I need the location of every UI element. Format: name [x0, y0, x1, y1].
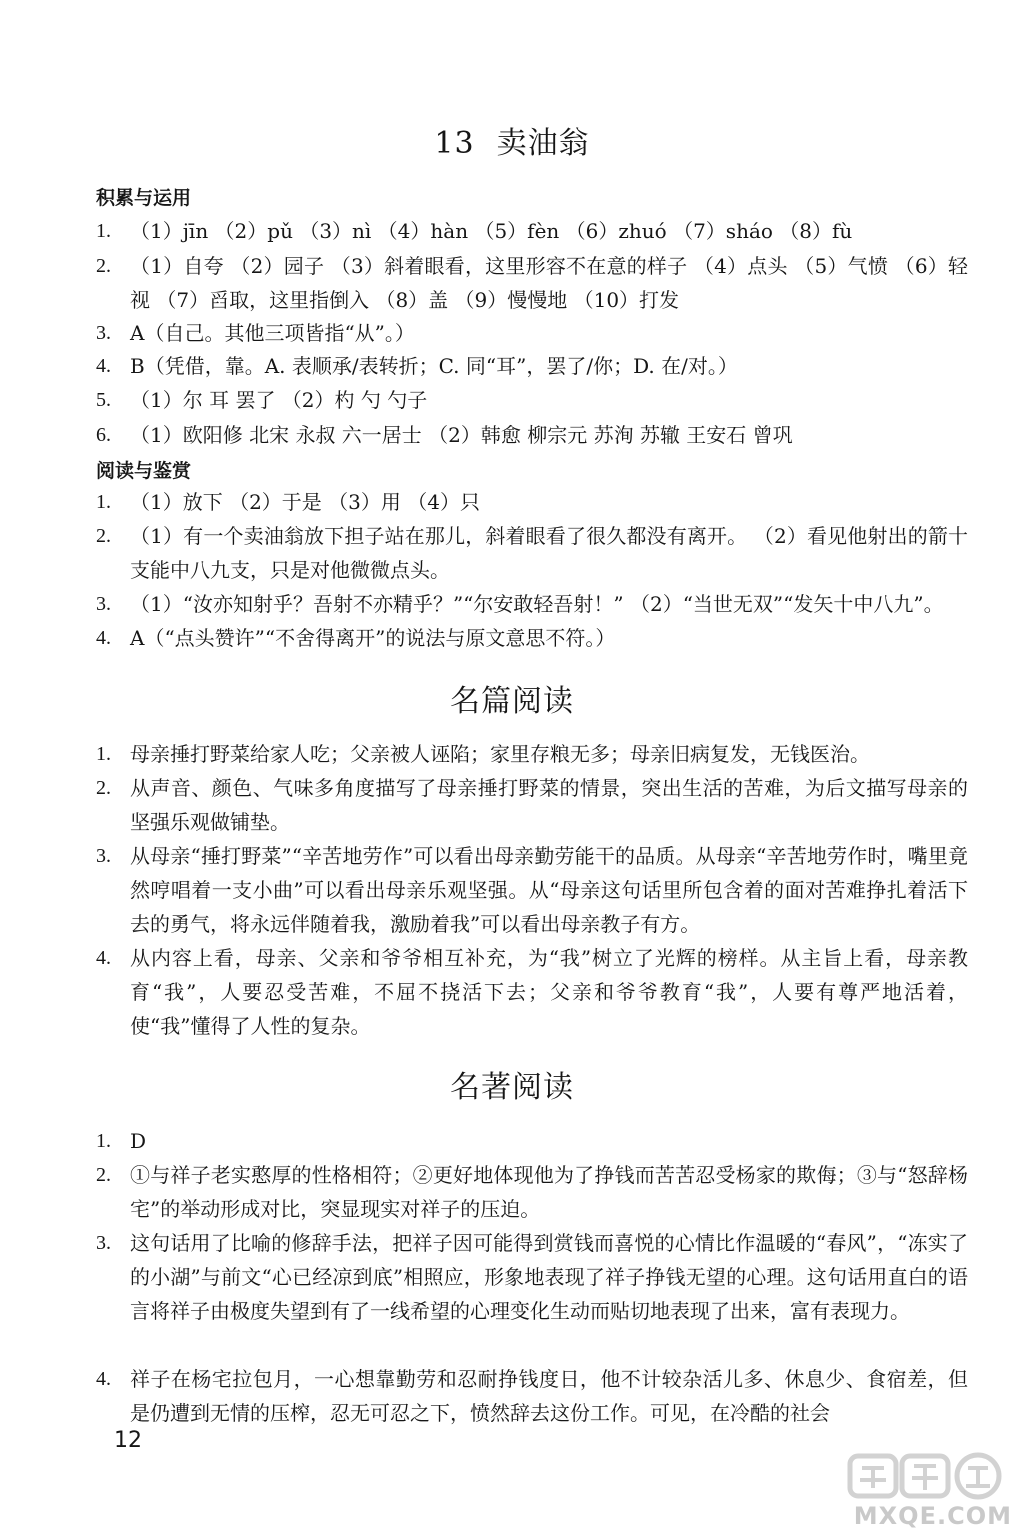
list-item: 3. （1）“汝亦知射乎？吾射不亦精乎？”“尔安敢轻吾射！” （2）“当世无双”“发矢十中八九”。 — [96, 592, 944, 616]
list-item: 5. （1）尔 耳 罢了 （2）杓 勺 勺子 — [96, 388, 428, 412]
page-number: 12 — [114, 1428, 142, 1453]
watermark — [836, 1450, 1012, 1530]
section-title-classic-works: 名著阅读 — [450, 1070, 574, 1105]
list-item: 2. （1）有一个卖油翁放下担子站在那儿，斜着眼看了很久都没有离开。 （2）看见他射出的箭十支能中八九支，只是对他微微点头。 — [96, 524, 968, 582]
list-item: 4. A（“点头赞许”“不舍得离开”的说法与原文意思不符。） — [96, 626, 616, 650]
list-item: 4. 祥子在杨宅拉包月，一心想靠勤劳和忍耐挣钱度日，他不计较杂活儿多、休息少、食宿差，但是仍遭到无情的压榨，忍无可忍之下，愤然辞去这份工作。可见，在冷酷的社会 — [96, 1367, 968, 1425]
section-heading-reading: 阅读与鉴赏 — [96, 460, 192, 482]
lesson-title: 13 卖油翁 — [434, 126, 590, 161]
list-item: 2. 从声音、颜色、气味多角度描写了母亲捶打野菜的情景，突出生活的苦难，为后文描写母亲的坚强乐观做铺垫。 — [96, 776, 968, 834]
list-item: 2. （1）自夸 （2）园子 （3）斜着眼看，这里形容不在意的样子 （4）点头 （5）气愤 （6）轻视 （7）舀取，这里指倒入 （8）盖 （9）慢慢地 （10）打发 — [96, 254, 968, 312]
list-item: 1. D — [96, 1129, 147, 1153]
list-item: 1. （1）jīn （2）pǔ （3）nì （4）hàn （5）fèn （6）zhuó （7）sháo （8）fù — [96, 219, 853, 243]
list-item: 6. （1）欧阳修 北宋 永叔 六一居士 （2）韩愈 柳宗元 苏洵 苏辙 王安石 曾巩 — [96, 423, 793, 447]
watermark-logo-icon — [836, 1450, 1012, 1502]
list-item: 4. 从内容上看，母亲、父亲和爷爷相互补充，为“我”树立了光辉的榜样。从主旨上看，母亲教育“我”，人要忍受苦难，不屈不挠活下去；父亲和爷爷教育“我”，人要有尊严地活着，使“我”懂得了人性的复杂。 — [96, 946, 968, 1038]
list-item: 1. （1）放下 （2）于是 （3）用 （4）只 — [96, 490, 480, 514]
section-title-famous-essays: 名篇阅读 — [450, 684, 574, 719]
list-item: 1. 母亲捶打野菜给家人吃；父亲被人诬陷；家里存粮无多；母亲旧病复发，无钱医治。 — [96, 742, 870, 766]
list-item: 3. A（自己。其他三项皆指“从”。） — [96, 321, 415, 345]
section-heading-accumulate: 积累与运用 — [96, 187, 192, 209]
list-item: 4. B（凭借，靠。A. 表顺承/表转折；C. 同“耳”，罢了/你；D. 在/对。） — [96, 354, 738, 378]
list-item: 2. ①与祥子老实憨厚的性格相符；②更好地体现他为了挣钱而苦苦忍受杨家的欺侮；③与“怒辞杨宅”的举动形成对比，突显现实对祥子的压迫。 — [96, 1163, 968, 1221]
list-item: 3. 这句话用了比喻的修辞手法，把祥子因可能得到赏钱而喜悦的心情比作温暖的“春风”，“冻实了的小湖”与前文“心已经凉到底”相照应，形象地表现了祥子挣钱无望的心理。这句话用直白的语言将祥子由极度失望到有了一线希望的心理变化生动而贴切地表现了出来，富有表现力。 — [96, 1231, 968, 1323]
list-item: 3. 从母亲“捶打野菜”“辛苦地劳作”可以看出母亲勤劳能干的品质。从母亲“辛苦地劳作时，嘴里竟然哼唱着一支小曲”可以看出母亲乐观坚强。从“母亲这句话里所包含着的面对苦难挣扎着活下去的勇气，将永远伴随着我，激励着我”可以看出母亲教子有方。 — [96, 844, 968, 936]
watermark-text: MXQE.COM — [853, 1502, 1012, 1530]
